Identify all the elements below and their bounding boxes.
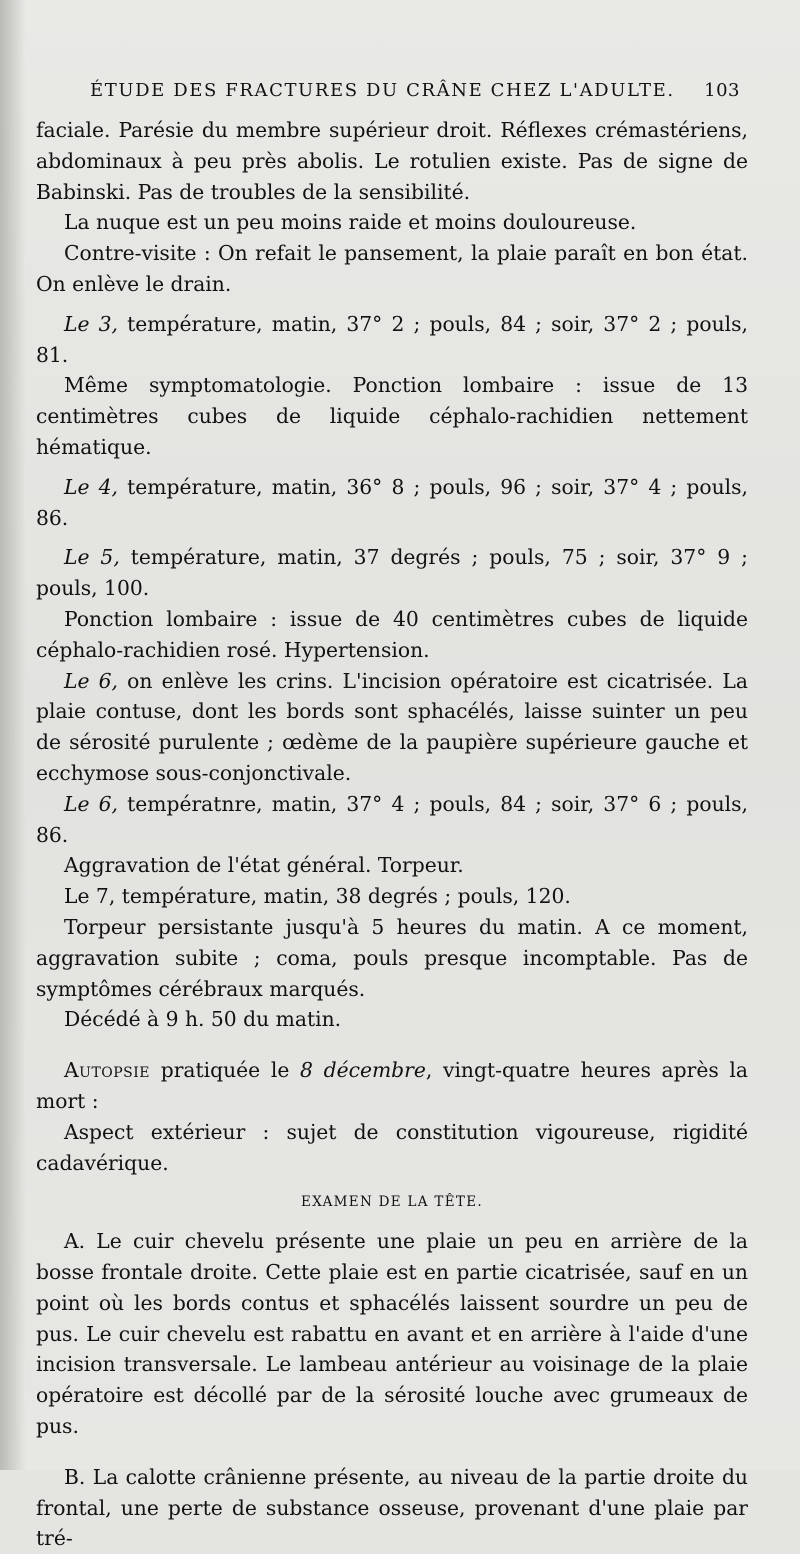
paragraph: Aggravation de l'état général. Torpeur. <box>64 853 464 878</box>
paragraph: B. La calotte crânienne présente, au niveau de la partie droite du frontal, une perte de substance osseuse, provenant d'une plaie par tré- <box>36 1464 748 1551</box>
section-heading: EXAMEN DE LA TÊTE. <box>301 1194 483 1211</box>
paragraph: A. Le cuir chevelu présente une plaie un peu en arrière de la bosse frontale droite. Cette plaie est en partie cicatrisée, sauf en un point où les bords contus et sphacélés laissent sourdre un peu de pus. Le cuir chevelu est rabattu en avant et en arrière à l'aide d'une incision transversale. Le lambeau antérieur au voisinage de la plaie opératoire est décollé par de la sérosité louche avec grumeaux de pus. <box>36 1229 748 1439</box>
paragraph: Le 7, température, matin, 38 degrés ; pouls, 120. <box>64 884 571 909</box>
paragraph <box>36 309 748 371</box>
autopsy-date: 8 décembre <box>300 1058 426 1083</box>
day-label: Le 4, <box>64 474 118 499</box>
autopsy-label: Autopsie <box>64 1058 151 1083</box>
paragraph: Torpeur persistante jusqu'à 5 heures du matin. A ce moment, aggravation subite ; coma, pouls presque incomptable. Pas de symptômes cérébraux marqués. <box>36 914 748 1001</box>
paragraph <box>36 789 748 851</box>
paragraph: Aspect extérieur : sujet de constitution vigoureuse, rigidité cadavérique. <box>36 1119 748 1175</box>
paragraph: faciale. Parésie du membre supérieur droit. Réflexes crémastériens, abdominaux à peu près abolis. Le rotulien existe. Pas de signe de Babinski. Pas de troubles de la sensibilité. <box>36 118 748 204</box>
day-label: Le 5, <box>64 545 120 570</box>
paragraph: Contre-visite : On refait le pansement, la plaie paraît en bon état. On enlève le drain. <box>36 241 748 296</box>
paragraph <box>36 1055 748 1117</box>
paragraph <box>36 472 748 534</box>
running-title: ÉTUDE DES FRACTURES DU CRÂNE CHEZ L'ADULTE. <box>90 80 675 101</box>
day-text: on enlève les crins. L'incision opératoire est cicatrisée. La plaie contuse, dont les bords sont sphacélés, laisse suinter un peu de sérosité purulente ; œdème de la paupière supérieure gauche et ecchymose sous-conjonctivale. <box>36 668 748 785</box>
paragraph: Même symptomatologie. Ponction lombaire : issue de 13 centimètres cubes de liquide céphalo-rachidien nettement hématique. <box>36 373 748 459</box>
page-gutter-shadow <box>0 0 26 1470</box>
day-label: Le 6, <box>64 791 118 816</box>
paragraph: Décédé à 9 h. 50 du matin. <box>64 1007 342 1032</box>
day-text: température, matin, 36° 8 ; pouls, 96 ; soir, 37° 4 ; pouls, 86. <box>36 474 748 530</box>
paragraph: Ponction lombaire : issue de 40 centimètres cubes de liquide céphalo-rachidien rosé. Hypertension. <box>36 606 748 662</box>
running-header <box>90 80 740 110</box>
body-text <box>36 115 748 1554</box>
day-label: Le 6, <box>64 668 118 693</box>
page-number: 103 <box>704 80 740 101</box>
paragraph <box>36 666 748 789</box>
paragraph <box>36 542 748 604</box>
day-label: Le 3, <box>64 311 118 336</box>
day-text: température, matin, 37° 2 ; pouls, 84 ; soir, 37° 2 ; pouls, 81. <box>36 311 748 367</box>
paragraph: La nuque est un peu moins raide et moins douloureuse. <box>64 210 637 235</box>
autopsy-text: , vingt-quatre heures après la mort : <box>36 1058 748 1113</box>
autopsy-text: pratiquée le <box>150 1058 301 1083</box>
day-text: température, matin, 37 degrés ; pouls, 75 ; soir, 37° 9 ; pouls, 100. <box>36 545 748 601</box>
day-text: températnre, matin, 37° 4 ; pouls, 84 ; soir, 37° 6 ; pouls, 86. <box>36 791 748 847</box>
